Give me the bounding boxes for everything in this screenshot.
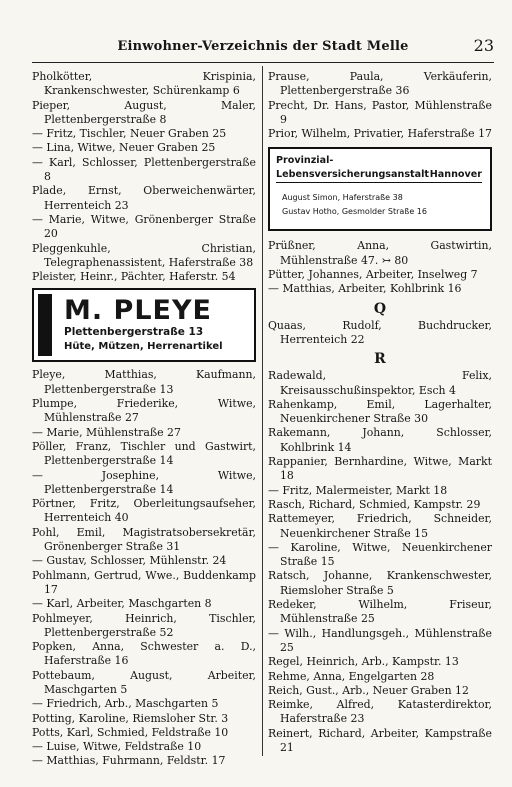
advertisement-pleye — [32, 288, 256, 362]
directory-entry: — Karl, Arbeiter, Maschgarten 8 — [32, 597, 212, 611]
directory-entry: Rehme, Anna, Engelgarten 28 — [268, 669, 435, 683]
entry-list — [32, 70, 256, 284]
directory-entry: — Fritz, Tischler, Neuer Graben 25 — [32, 127, 227, 141]
page-title: Einwohner-Verzeichnis der Stadt Melle — [117, 39, 409, 54]
directory-entry: — Josephine, Witwe, Plettenbergerstraße 14 — [32, 468, 256, 496]
directory-entry: — Karoline, Witwe, Neuenkirchener Straße 15 — [268, 540, 492, 569]
section-letter-q: Q — [373, 300, 387, 317]
directory-entry: — Karl, Schlosser, Plettenbergerstraße 8 — [32, 155, 256, 184]
right-column — [268, 70, 492, 755]
directory-entry: Pleggenkuhle, Christian, Telegraphenassistent, Haferstraße 38 — [32, 241, 256, 269]
directory-entry: Pieper, August, Maler, Plettenbergerstraße 8 — [32, 98, 256, 126]
directory-entry: Precht, Dr. Hans, Pastor, Mühlenstraße 9 — [268, 98, 492, 126]
directory-entry: — Friedrich, Arb., Maschgarten 5 — [32, 697, 219, 711]
directory-entry: Rappanier, Bernhardine, Witwe, Markt 18 — [268, 455, 492, 483]
directory-entry: Rakemann, Johann, Schlosser, Kohlbrink 14 — [268, 426, 492, 454]
directory-entry: — Matthias, Arbeiter, Kohlbrink 16 — [268, 282, 462, 296]
ad-goods: Hüte, Mützen, Herrenartikel — [64, 341, 223, 353]
left-column — [32, 70, 256, 769]
ad-agent-1: August Simon, Haferstraße 38 — [282, 193, 403, 203]
entry-list — [268, 369, 492, 755]
directory-entry: Rattemeyer, Friedrich, Schneider, Neuenkirchener Straße 15 — [268, 512, 492, 540]
directory-entry: Potting, Karoline, Riemsloher Str. 3 — [32, 711, 229, 725]
directory-entry: Pottebaum, August, Arbeiter, Maschgarten 5 — [32, 668, 256, 696]
directory-entry: Ratsch, Johanne, Krankenschwester, Riemsloher Straße 5 — [268, 569, 492, 597]
entry-list — [268, 70, 492, 141]
directory-entry: Redeker, Wilhelm, Friseur, Mühlenstraße 25 — [268, 598, 492, 626]
advertisement-insurance — [268, 147, 492, 231]
ad-insurance-location: Hannover — [429, 169, 482, 181]
ad-insurance-name: Lebensversicherungsanstalt — [276, 169, 429, 181]
ad-address: Plettenbergerstraße 13 — [64, 326, 204, 339]
directory-entry: Pleister, Heinr., Pächter, Haferstr. 54 — [32, 270, 236, 284]
directory-entry: Pohlmann, Gertrud, Wwe., Buddenkamp 17 — [32, 568, 256, 596]
column-divider — [262, 66, 263, 756]
directory-entry: Pleye, Matthias, Kaufmann, Plettenbergerstraße 13 — [32, 368, 256, 396]
directory-page — [32, 36, 494, 768]
directory-entry: Reimke, Alfred, Katasterdirektor, Haferstraße 23 — [268, 698, 492, 726]
ad-agent-2: Gustav Hotho, Gesmolder Straße 16 — [282, 207, 427, 217]
directory-entry: Prior, Wilhelm, Privatier, Haferstraße 17 — [268, 127, 492, 141]
section-letter-r: R — [374, 351, 386, 368]
directory-entry: Pohl, Emil, Magistratsobersekretär, Grönenberger Straße 31 — [32, 525, 256, 554]
entry-list — [268, 319, 492, 348]
directory-entry: Regel, Heinrich, Arb., Kampstr. 13 — [268, 655, 459, 669]
directory-entry: Pütter, Johannes, Arbeiter, Inselweg 7 — [268, 268, 478, 282]
directory-entry: — Luise, Witwe, Feldstraße 10 — [32, 740, 202, 754]
directory-entry: — Fritz, Malermeister, Markt 18 — [268, 483, 448, 497]
directory-entry: — Lina, Witwe, Neuer Graben 25 — [32, 141, 216, 155]
directory-entry: — Wilh., Handlungsgeh., Mühlenstraße 25 — [268, 626, 492, 654]
ad-insurance-line2 — [276, 169, 482, 183]
directory-entry: Plade, Ernst, Oberweichenwärter, Herrenteich 23 — [32, 184, 256, 212]
directory-entry: — Marie, Mühlenstraße 27 — [32, 425, 181, 439]
directory-entry: Pohlmeyer, Heinrich, Tischler, Plettenbergerstraße 52 — [32, 611, 256, 639]
page-number: 23 — [473, 36, 494, 55]
directory-entry: Popken, Anna, Schwester a. D., Haferstraße 16 — [32, 640, 256, 668]
directory-entry: Pörtner, Fritz, Oberleitungsaufseher, Herrenteich 40 — [32, 497, 256, 525]
directory-entry: — Marie, Witwe, Grönenberger Straße 20 — [32, 212, 256, 241]
directory-entry: Quaas, Rudolf, Buchdrucker, Herrenteich 22 — [268, 318, 492, 346]
ad-brand: M. PLEYE — [64, 295, 212, 327]
directory-entry: Plumpe, Friederike, Witwe, Mühlenstraße 27 — [32, 397, 256, 425]
ad-insurance-line1: Provinzial- — [276, 155, 334, 167]
directory-entry: Radewald, Felix, Kreisausschußinspektor, Esch 4 — [268, 369, 492, 397]
directory-entry: — Matthias, Fuhrmann, Feldstr. 17 — [32, 754, 226, 768]
entry-list — [268, 239, 492, 296]
directory-entry: Rasch, Richard, Schmied, Kampstr. 29 — [268, 497, 481, 511]
directory-entry: Reich, Gust., Arb., Neuer Graben 12 — [268, 683, 469, 697]
page-header — [32, 36, 494, 58]
directory-entry: Rahenkamp, Emil, Lagerhalter, Neuenkirchener Straße 30 — [268, 397, 492, 426]
entry-list — [32, 368, 256, 768]
ad-black-bar — [38, 294, 52, 356]
header-rule — [32, 62, 494, 63]
directory-entry: — Gustav, Schlosser, Mühlenstr. 24 — [32, 554, 227, 568]
directory-entry: Pholkötter, Krispinia, Krankenschwester, Schürenkamp 6 — [32, 70, 256, 98]
directory-entry: Prüßner, Anna, Gastwirtin, Mühlenstraße 47. ↣ 80 — [268, 239, 492, 267]
directory-entry: Reinert, Richard, Arbeiter, Kampstraße 21 — [268, 726, 492, 754]
directory-entry: Prause, Paula, Verkäuferin, Plettenbergerstraße 36 — [268, 70, 492, 98]
directory-entry: Potts, Karl, Schmied, Feldstraße 10 — [32, 725, 229, 739]
directory-entry: Pöller, Franz, Tischler und Gastwirt, Plettenbergerstraße 14 — [32, 439, 256, 468]
